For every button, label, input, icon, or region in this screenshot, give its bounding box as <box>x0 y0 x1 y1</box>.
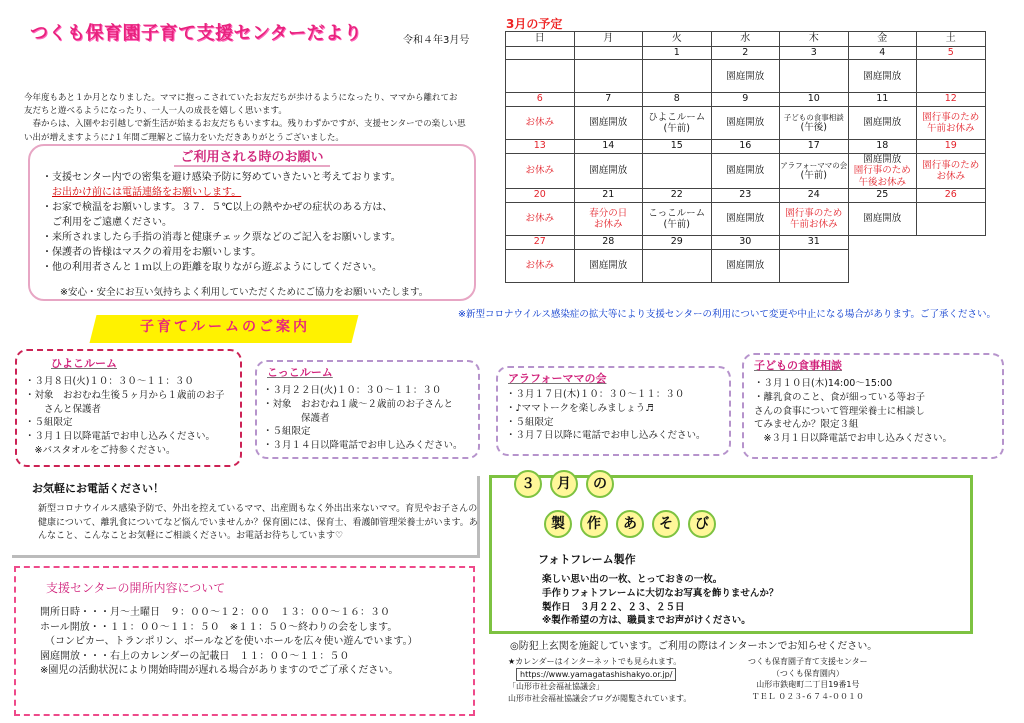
contact-line: ＴＥＬ ０２３-６７４-００１０ <box>751 691 864 701</box>
calendar-date: 13 <box>506 140 575 154</box>
heading-circle: あ <box>616 510 644 538</box>
event-label: 園庭開放 <box>589 165 628 177</box>
heading-circle: の <box>586 470 614 498</box>
weekday-header: 火 <box>643 32 712 47</box>
event-label: 園庭開放 <box>726 213 765 225</box>
opening-info-title: 支援センターの開所内容について <box>46 581 226 595</box>
website-url[interactable]: https://www.yamagatashishakyo.or.jp/ <box>516 668 676 682</box>
event-label: お休み <box>525 117 554 129</box>
request-item: ・保護者の皆様はマスクの着用をお願いします。 <box>42 247 262 258</box>
request-item: ・他の利用者さんと１ｍ以上の距離を取りながら遊ぶようにしてください。 <box>42 262 382 273</box>
center-contact <box>748 656 868 702</box>
intro-line: 友だちと遊べるようになったり、一人一人の成長を嬉しく思います。 <box>24 106 287 117</box>
calendar-date: 31 <box>780 235 849 249</box>
opening-line: 園庭開放・・・右上のカレンダーの記載日 １１：００～１１：５０ <box>40 650 350 662</box>
heading-circle: そ <box>652 510 680 538</box>
event-label: (午前) <box>800 169 827 181</box>
contact-line: （つくも保育園内） <box>771 668 844 678</box>
photo-frame-title: フォトフレーム製作 <box>538 553 636 566</box>
calendar-date: 17 <box>780 140 849 154</box>
calendar-event <box>780 202 849 235</box>
heading-circle: 作 <box>580 510 608 538</box>
calendar-event <box>643 107 712 140</box>
calendar-date <box>574 46 643 60</box>
calendar-event <box>711 249 780 282</box>
calendar-event <box>574 60 643 93</box>
march-calendar <box>505 31 986 283</box>
event-label: アラフォーママの会 <box>780 160 848 170</box>
room-line: さんと保護者 <box>25 403 102 415</box>
calendar-event <box>711 153 780 188</box>
room-line: ・３月１０日(木)14:00～15:00 <box>754 378 893 389</box>
craft-line: 手作りフォトフレームに大切なお写真を飾りませんか？ <box>542 587 779 599</box>
room-line: さんの食事について管理栄養士に相談し <box>754 405 925 417</box>
calendar-event <box>574 153 643 188</box>
calendar-date: 23 <box>711 189 780 203</box>
event-label: 園庭開放 <box>589 260 628 272</box>
event-label: こっこルーム <box>648 207 706 219</box>
event-label: ひよこルーム <box>648 111 706 123</box>
weekday-header: 木 <box>780 32 849 47</box>
calendar-date: 21 <box>574 189 643 203</box>
opening-info-box <box>14 566 475 716</box>
weekday-header: 日 <box>506 32 575 47</box>
calendar-event <box>574 107 643 140</box>
request-item: ・支援センター内での密集を避け感染予防に努めていきたいと考えております。 <box>42 172 401 183</box>
room-line: ・対象 おおむね生後５ヶ月から１歳前のお子 <box>25 389 225 401</box>
calendar-date: 14 <box>574 140 643 154</box>
room-line: てみませんか？限定３組 <box>754 419 859 431</box>
event-label: 園庭開放 <box>726 70 765 82</box>
opening-line: ※園児の活動状況により開始時間が遅れる場合がありますのでご了承ください。 <box>40 665 399 676</box>
calendar-event <box>643 60 712 93</box>
calendar-event <box>917 107 986 140</box>
calendar-event <box>643 153 712 188</box>
room-line: ・離乳食のこと、食が細っている等お子 <box>754 391 926 403</box>
request-item: ・お家で検温をお願いします。３７．５℃以上の熱やかぜの症状のある方は、 <box>42 202 393 213</box>
calendar-event <box>506 60 575 93</box>
room-line: ※３月１日以降電話でお申し込みください。 <box>754 433 952 445</box>
intro-line: 今年度もあと１か月となりました。ママに抱っこされていたお友だちが歩けるようになったり、ママから離れてお <box>24 93 458 103</box>
calendar-event <box>506 107 575 140</box>
event-label: (午前) <box>663 218 690 230</box>
event-label: 園行事のため <box>922 111 980 123</box>
event-label: 園行事のため <box>853 165 911 177</box>
calendar-event <box>711 60 780 93</box>
calendar-date <box>506 46 575 60</box>
craft-line: 楽しい思い出の一枚、とっておきの一枚。 <box>542 574 723 585</box>
event-label: (午後) <box>800 121 827 133</box>
room-line: ・対象 おおむね１歳～２歳前のお子さんと <box>263 398 454 410</box>
event-label: 午後お休み <box>858 176 906 188</box>
calendar-date: 7 <box>574 93 643 107</box>
covid-notice: ※新型コロナウイルス感染症の拡大等により支援センターの利用について変更や中止になる場合があります。ご了承ください。 <box>458 309 997 320</box>
web-info <box>508 656 691 704</box>
calendar-date: 10 <box>780 93 849 107</box>
calendar-event <box>643 249 712 282</box>
calendar-event <box>506 249 575 282</box>
web-info-line: 「山形市社会福祉協議会」 <box>508 682 604 692</box>
arafo-mama-box <box>496 366 731 456</box>
event-label: 園庭開放 <box>863 213 902 225</box>
event-label: お休み <box>525 213 554 225</box>
room-line: ・５組限定 <box>25 417 73 429</box>
event-label: お休み <box>525 260 554 272</box>
calendar-event <box>917 153 986 188</box>
event-label: 園庭開放 <box>726 165 765 177</box>
contact-line: 山形市鉄砲町二丁目19番1号 <box>756 680 860 690</box>
event-label: 園庭開放 <box>863 153 902 165</box>
weekday-header: 水 <box>711 32 780 47</box>
food-consult-title: 子どもの食事相談 <box>754 359 842 372</box>
event-label: 園行事のため <box>785 207 843 219</box>
calendar-event <box>848 153 917 188</box>
food-consult-box <box>742 353 1004 459</box>
event-label: 園庭開放 <box>589 117 628 129</box>
calendar-event <box>574 249 643 282</box>
calendar-event <box>848 60 917 93</box>
calendar-event <box>506 153 575 188</box>
calendar-date: 1 <box>643 46 712 60</box>
craft-line: ※製作希望の方は、職員までお声がけください。 <box>542 615 751 627</box>
calendar-event <box>506 202 575 235</box>
event-label: 園庭開放 <box>726 260 765 272</box>
room-line: ・３月２２日(火)１０：３０～１１：３０ <box>263 385 442 396</box>
calendar-event <box>711 107 780 140</box>
weekday-header: 金 <box>848 32 917 47</box>
room-line: 保護者 <box>263 412 330 424</box>
room-line: ・３月７日以降に電話でお申し込みください。 <box>506 430 706 442</box>
calendar-date: 26 <box>917 189 986 203</box>
usage-request-title: ご利用される時のお願い <box>174 150 329 167</box>
calendar-event <box>848 202 917 235</box>
heading-circle: 製 <box>544 510 572 538</box>
request-note: ※安心・安全にお互い気持ちよく利用していただくためにご協力をお願いいたします。 <box>60 287 429 298</box>
calendar-date: 4 <box>848 46 917 60</box>
calendar-date: 3 <box>780 46 849 60</box>
calendar-date: 12 <box>917 93 986 107</box>
hiyoko-room-box <box>15 349 242 467</box>
calendar-date: 28 <box>574 235 643 249</box>
calendar-event <box>780 153 849 188</box>
calendar-date: 24 <box>780 189 849 203</box>
opening-line: ホール開放・・１１：００～１１：５０ ※１１：５０～終わりの会をします。 <box>40 621 398 633</box>
calendar-date: 11 <box>848 93 917 107</box>
room-line: ・５組限定 <box>506 416 554 428</box>
opening-line: 開所日時・・・月～土曜日 ９：００～１２：００ １３：００～１６：３０ <box>40 607 390 618</box>
event-label: 春分の日 <box>589 207 628 219</box>
hiyoko-room-title: ひよこルーム <box>51 357 117 370</box>
event-label: 園行事のため <box>922 159 980 171</box>
room-line: ・♪ママトークを楽しみましょう♬ <box>506 402 654 414</box>
usage-request-box <box>28 144 476 301</box>
calendar-date: 9 <box>711 93 780 107</box>
web-info-line: 山形市社会福祉協議会ブログが閲覧されています。 <box>508 693 692 703</box>
event-label: 午前お休み <box>789 218 838 230</box>
arafo-mama-title: アラフォーママの会 <box>508 372 607 385</box>
event-label: 午前お休み <box>926 123 975 135</box>
calendar-event <box>848 107 917 140</box>
kokko-room-title: こっこルーム <box>267 366 333 379</box>
newsletter-title: つくも保育園子育て支援センターだより <box>30 23 363 44</box>
request-item: ・来所されましたら手指の消毒と健康チェック票などのご記入をお願いします。 <box>42 232 401 243</box>
calendar-date: 8 <box>643 93 712 107</box>
calendar-event <box>574 202 643 235</box>
calendar-date: 27 <box>506 235 575 249</box>
calendar-date: 25 <box>848 189 917 203</box>
calendar-event <box>643 202 712 235</box>
calendar-title: 3月の予定 <box>506 17 563 31</box>
event-label: 園庭開放 <box>726 117 765 129</box>
intro-line: い出が増えますように♪１年間ご理解とご協力をいただきありがとうございました。 <box>24 132 344 143</box>
craft-line: 製作日 ３月２２、２３、２５日 <box>542 601 685 613</box>
calendar-date: 16 <box>711 140 780 154</box>
intro-text <box>24 92 494 145</box>
heading-circle: ３ <box>514 470 542 498</box>
room-line: ・５組限定 <box>263 426 311 438</box>
room-line: ・３月８日(火)１０：３０～１１：３０ <box>25 376 194 387</box>
event-label: 園庭開放 <box>863 70 902 82</box>
calendar-date: 6 <box>506 93 575 107</box>
web-info-line: ★カレンダーはインターネットでも見られます。 <box>508 657 682 666</box>
request-item: ご利用をご遠慮ください。 <box>42 217 172 228</box>
calendar-date: 29 <box>643 235 712 249</box>
intro-line: 春からは、入園やお引越しで新生活が始まるお友だちもいますね。残りわずかですが、支援センターでの楽しい思 <box>24 119 466 130</box>
calendar-date: 15 <box>643 140 712 154</box>
security-notice: ◎防犯上玄関を施錠しています。ご利用の際はインターホンでお知らせください。 <box>510 641 878 652</box>
event-label: 園庭開放 <box>863 117 902 129</box>
room-line: ・３月１７日(木)１０：３０～１１：３０ <box>506 389 685 400</box>
rooms-banner: 子育てルームのご案内 <box>140 319 310 335</box>
craft-play-box <box>489 475 973 634</box>
contact-line: つくも保育園子育て支援センター <box>748 657 868 666</box>
weekday-header: 土 <box>917 32 986 47</box>
event-label: お休み <box>936 171 965 183</box>
calendar-date: 20 <box>506 189 575 203</box>
event-label: 子どもの食事相談 <box>783 112 844 122</box>
calendar-event <box>780 249 849 282</box>
phone-consult-title: お気軽にお電話ください！ <box>32 482 164 495</box>
phone-consult-text: 新型コロナウイルス感染予防で、外出を控えているママ、出産間もなく外出出来ないママ。育児やお子さんの健康について、離乳食についてなど悩んでいませんか？保育園には、保育士、看護師管理栄養士がいます。あんなこと、こんなことお気軽にご相談ください。お電話お待ちしています♡ <box>38 504 478 541</box>
heading-circle: び <box>688 510 716 538</box>
calendar-event <box>917 60 986 93</box>
room-line: ・３月１日以降電話でお申し込みください。 <box>25 431 216 443</box>
opening-line: （コンビカー、トランポリン、ボールなどを使いホールを広々使い遊んでいます。） <box>40 636 418 647</box>
room-line: ・３月１４日以降電話でお申し込みください。 <box>263 440 463 452</box>
calendar-date: 22 <box>643 189 712 203</box>
usage-request-list <box>42 170 467 275</box>
weekday-header: 月 <box>574 32 643 47</box>
calendar-date: 2 <box>711 46 780 60</box>
calendar-event <box>917 202 986 235</box>
event-label: お休み <box>525 165 554 177</box>
calendar-date: 5 <box>917 46 986 60</box>
issue-date: 令和４年3月号 <box>403 35 470 46</box>
event-label: お休み <box>593 218 623 230</box>
kokko-room-box <box>255 360 480 459</box>
calendar-date: 18 <box>848 140 917 154</box>
event-label: (午前) <box>663 123 690 135</box>
phone-consult-box <box>12 476 480 558</box>
calendar-event <box>780 60 849 93</box>
heading-circle: 月 <box>550 470 578 498</box>
calendar-event <box>711 202 780 235</box>
room-line: ※バスタオルをご持参ください。 <box>25 444 176 456</box>
calendar-date: 19 <box>917 140 986 154</box>
calendar-event <box>780 107 849 140</box>
calendar-date: 30 <box>711 235 780 249</box>
request-item-emphasis: お出かけ前には電話連絡をお願いします。 <box>52 187 242 198</box>
